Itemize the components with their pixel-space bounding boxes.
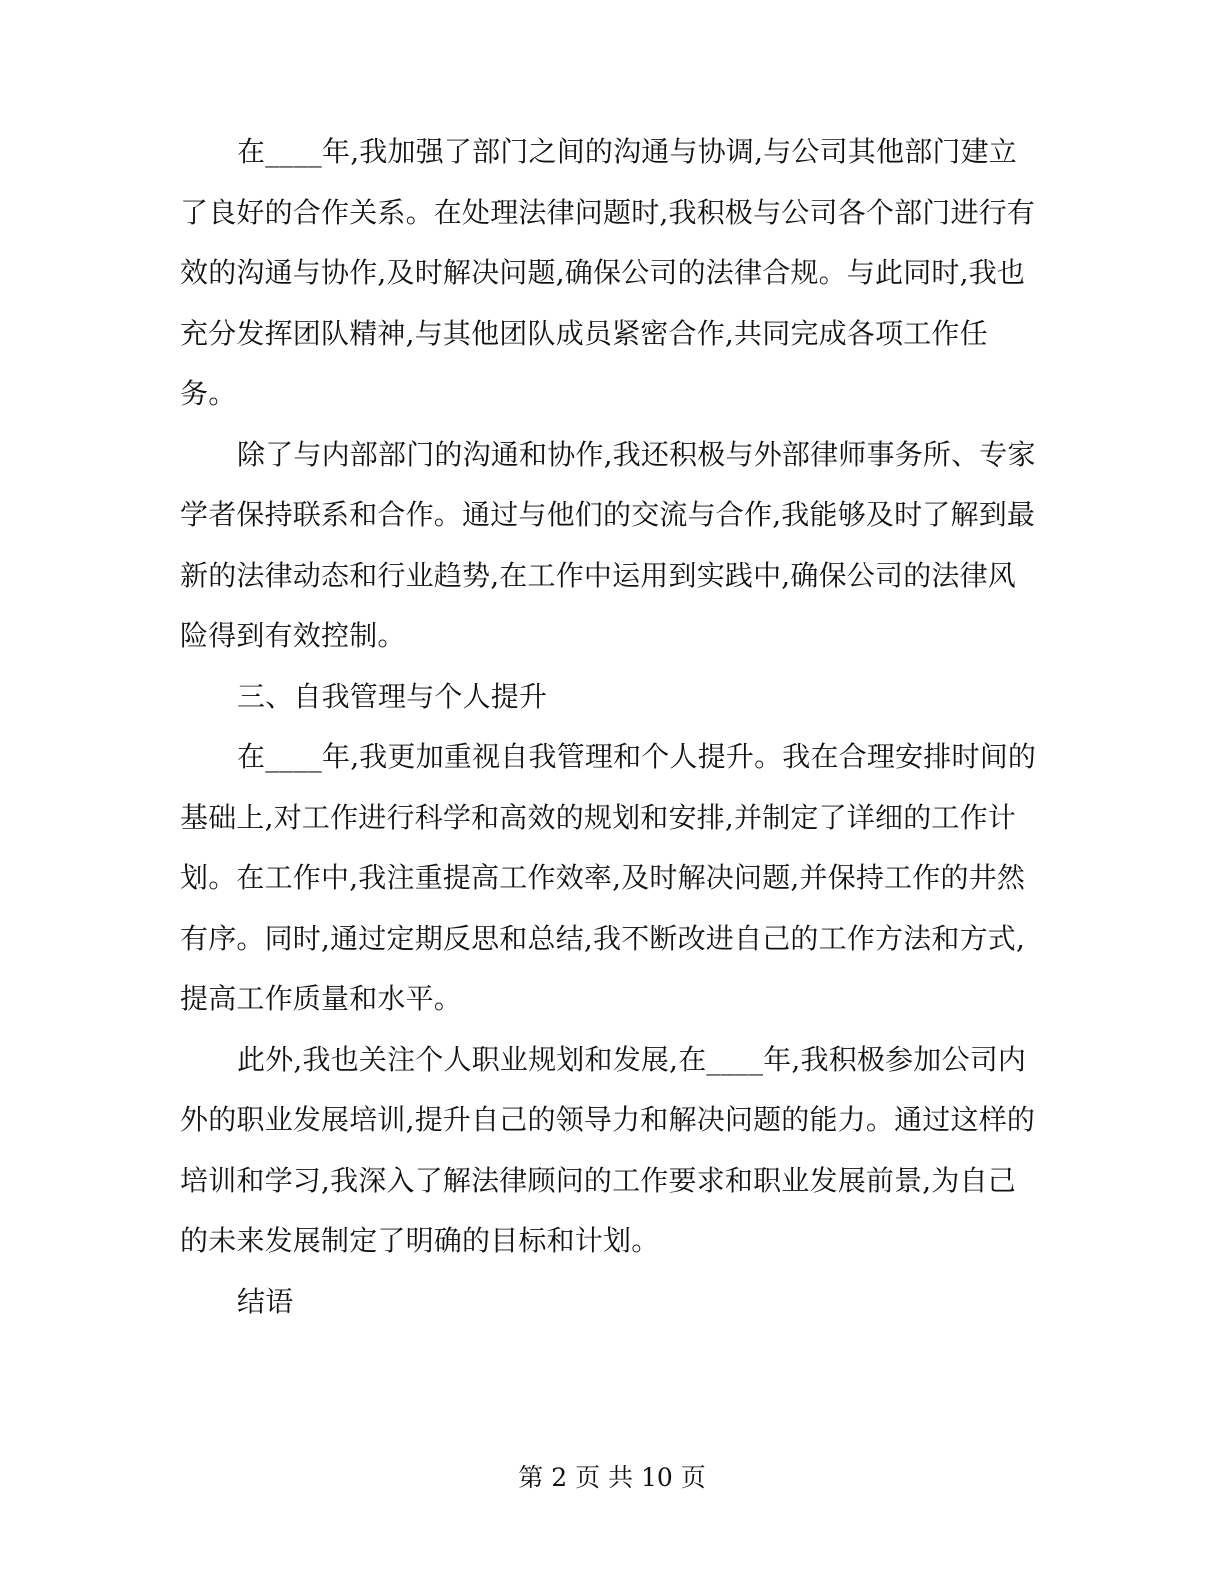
- text-line: 基础上,对工作进行科学和高效的规划和安排,并制定了详细的工作计: [180, 800, 1017, 834]
- text-line: 了良好的合作关系。在处理法律问题时,我积极与公司各个部门进行有: [180, 195, 1036, 229]
- text-line: 充分发挥团队精神,与其他团队成员紧密合作,共同完成各项工作任: [180, 316, 988, 350]
- section-heading-self-management: [180, 667, 1030, 728]
- text-line: 提高工作质量和水平。: [180, 982, 463, 1015]
- text-line: 的未来发展制定了明确的目标和计划。: [180, 1224, 660, 1257]
- text-line: 务。: [180, 377, 237, 410]
- text-line: 有序。同时,通过定期反思和总结,我不断改进自己的工作方法和方式,: [180, 921, 1026, 955]
- section-heading: 三、自我管理与个人提升: [237, 679, 548, 713]
- text-line: 除了与内部部门的沟通和协作,我还积极与外部律师事务所、专家: [237, 437, 1036, 471]
- text-line: 在____年,我加强了部门之间的沟通与协调,与公司其他部门建立: [237, 135, 1018, 168]
- text-line: 在____年,我更加重视自我管理和个人提升。我在合理安排时间的: [237, 740, 1037, 773]
- paragraph-external-cooperation: [180, 425, 1036, 667]
- text-line: 效的沟通与协作,及时解决问题,确保公司的法律合规。与此同时,我也: [180, 256, 1026, 289]
- paragraph-team-collaboration: [180, 122, 1036, 425]
- text-line: 划。在工作中,我注重提高工作效率,及时解决问题,并保持工作的井然: [180, 861, 1026, 894]
- text-line: 新的法律动态和行业趋势,在工作中运用到实践中,确保公司的法律风: [180, 558, 1017, 592]
- page-number-footer: 第 2 页 共 10 页: [518, 1463, 706, 1492]
- paragraph-career-development: [180, 1030, 1036, 1272]
- document-body: [180, 122, 1037, 1332]
- text-line: 险得到有效控制。: [180, 619, 406, 652]
- text-line: 外的职业发展培训,提升自己的领导力和解决问题的能力。通过这样的: [180, 1103, 1036, 1136]
- section-heading: 结语: [237, 1284, 294, 1318]
- paragraph-self-management: [180, 727, 1037, 1030]
- text-line: 此外,我也关注个人职业规划和发展,在____年,我积极参加公司内: [237, 1042, 1027, 1076]
- section-heading-conclusion: [180, 1272, 1030, 1333]
- text-line: 培训和学习,我深入了解法律顾问的工作要求和职业发展前景,为自己: [180, 1163, 1017, 1197]
- text-line: 学者保持联系和合作。通过与他们的交流与合作,我能够及时了解到最: [180, 498, 1036, 531]
